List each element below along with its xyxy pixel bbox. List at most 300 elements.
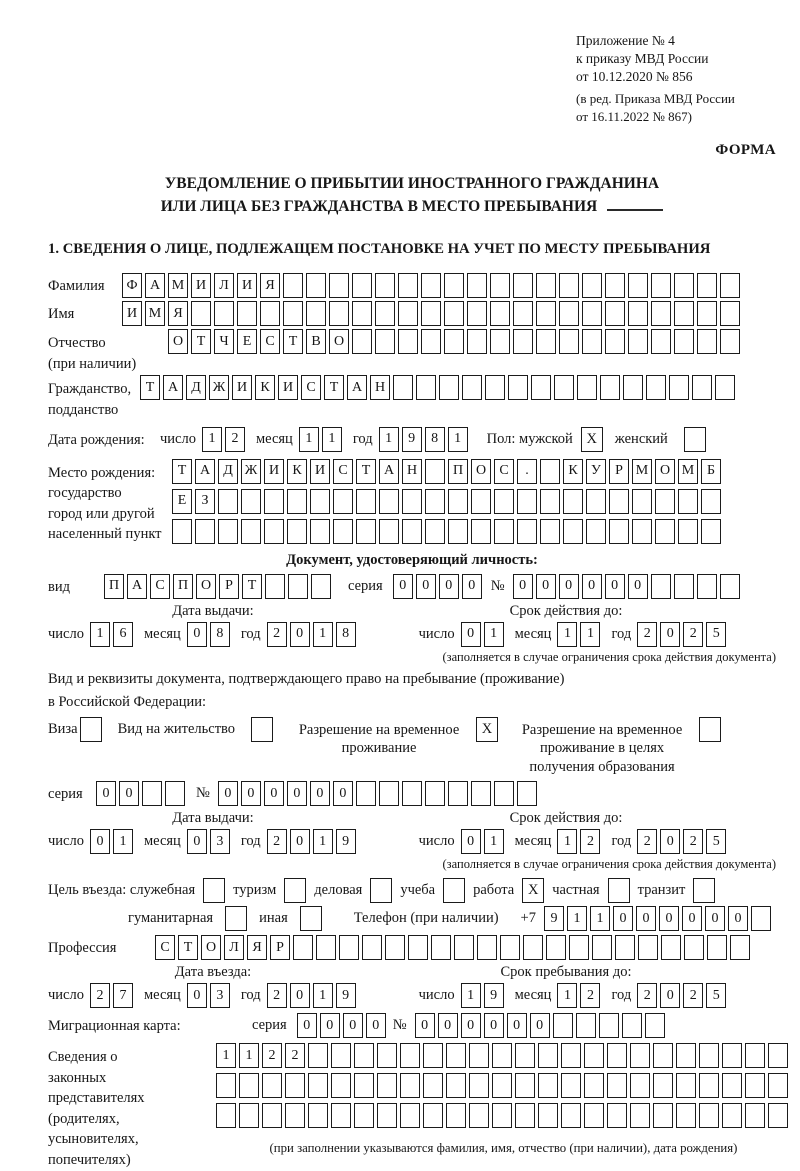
char-cell[interactable] — [377, 1103, 397, 1128]
char-cell[interactable]: Е — [172, 489, 192, 514]
char-cell[interactable]: Т — [140, 375, 160, 400]
char-cell[interactable] — [421, 329, 441, 354]
char-cell[interactable] — [697, 301, 717, 326]
char-cell[interactable] — [561, 1103, 581, 1128]
char-cell[interactable]: 9 — [402, 427, 422, 452]
char-cell[interactable] — [191, 301, 211, 326]
char-cell[interactable] — [517, 489, 537, 514]
char-cell[interactable] — [651, 329, 671, 354]
temp-residence-checkbox[interactable]: X — [476, 717, 498, 742]
purpose-humanitarian-checkbox[interactable] — [225, 906, 247, 931]
char-cell[interactable] — [379, 519, 399, 544]
char-cell[interactable]: 8 — [336, 622, 356, 647]
char-cell[interactable] — [645, 1013, 665, 1038]
char-cell[interactable] — [356, 781, 376, 806]
char-cell[interactable] — [446, 1043, 466, 1068]
char-cell[interactable] — [471, 519, 491, 544]
char-cell[interactable] — [398, 301, 418, 326]
char-cell[interactable] — [609, 519, 629, 544]
char-cell[interactable] — [559, 301, 579, 326]
char-cell[interactable]: И — [310, 459, 330, 484]
char-cell[interactable]: 2 — [267, 983, 287, 1008]
char-cell[interactable]: 0 — [507, 1013, 527, 1038]
char-cell[interactable]: 0 — [297, 1013, 317, 1038]
representatives-cells-row1[interactable] — [216, 1043, 791, 1068]
char-cell[interactable]: О — [655, 459, 675, 484]
char-cell[interactable] — [354, 1073, 374, 1098]
char-cell[interactable]: 0 — [513, 574, 533, 599]
char-cell[interactable] — [265, 574, 285, 599]
char-cell[interactable]: 1 — [313, 983, 333, 1008]
char-cell[interactable]: 9 — [484, 983, 504, 1008]
char-cell[interactable] — [676, 1073, 696, 1098]
char-cell[interactable] — [513, 301, 533, 326]
sex-female-checkbox[interactable] — [684, 427, 706, 452]
char-cell[interactable] — [352, 329, 372, 354]
char-cell[interactable] — [425, 781, 445, 806]
char-cell[interactable]: П — [448, 459, 468, 484]
char-cell[interactable] — [287, 489, 307, 514]
char-cell[interactable] — [385, 935, 405, 960]
char-cell[interactable]: 9 — [336, 829, 356, 854]
char-cell[interactable]: 0 — [461, 1013, 481, 1038]
char-cell[interactable]: К — [563, 459, 583, 484]
char-cell[interactable]: А — [195, 459, 215, 484]
char-cell[interactable] — [402, 781, 422, 806]
char-cell[interactable]: Т — [178, 935, 198, 960]
char-cell[interactable] — [339, 935, 359, 960]
char-cell[interactable] — [523, 935, 543, 960]
char-cell[interactable]: 0 — [682, 906, 702, 931]
char-cell[interactable] — [195, 519, 215, 544]
char-cell[interactable] — [699, 1103, 719, 1128]
char-cell[interactable] — [592, 935, 612, 960]
char-cell[interactable] — [308, 1043, 328, 1068]
profession-cells[interactable] — [155, 935, 753, 960]
residence-num-cells[interactable] — [218, 781, 540, 806]
birth-place-cells-row2[interactable] — [172, 489, 724, 514]
char-cell[interactable] — [423, 1103, 443, 1128]
char-cell[interactable] — [678, 519, 698, 544]
char-cell[interactable]: 1 — [557, 983, 577, 1008]
char-cell[interactable]: 2 — [262, 1043, 282, 1068]
char-cell[interactable]: З — [195, 489, 215, 514]
char-cell[interactable]: М — [632, 459, 652, 484]
char-cell[interactable] — [454, 935, 474, 960]
char-cell[interactable]: 1 — [590, 906, 610, 931]
char-cell[interactable] — [494, 489, 514, 514]
name-cells[interactable] — [122, 301, 743, 326]
residence-valid-day-cells[interactable] — [461, 829, 507, 854]
char-cell[interactable] — [676, 1103, 696, 1128]
char-cell[interactable] — [471, 781, 491, 806]
char-cell[interactable]: 1 — [202, 427, 222, 452]
char-cell[interactable]: 0 — [439, 574, 459, 599]
char-cell[interactable]: А — [127, 574, 147, 599]
char-cell[interactable]: 9 — [544, 906, 564, 931]
char-cell[interactable]: 0 — [241, 781, 261, 806]
char-cell[interactable]: 2 — [637, 983, 657, 1008]
char-cell[interactable] — [492, 1103, 512, 1128]
char-cell[interactable]: А — [379, 459, 399, 484]
char-cell[interactable]: 0 — [728, 906, 748, 931]
char-cell[interactable]: Я — [260, 273, 280, 298]
char-cell[interactable] — [584, 1073, 604, 1098]
char-cell[interactable]: Е — [237, 329, 257, 354]
char-cell[interactable]: Т — [324, 375, 344, 400]
char-cell[interactable] — [439, 375, 459, 400]
char-cell[interactable] — [444, 301, 464, 326]
purpose-private-checkbox[interactable] — [608, 878, 630, 903]
char-cell[interactable] — [715, 375, 735, 400]
char-cell[interactable] — [517, 781, 537, 806]
char-cell[interactable] — [446, 1103, 466, 1128]
char-cell[interactable] — [584, 1043, 604, 1068]
char-cell[interactable] — [316, 935, 336, 960]
char-cell[interactable]: 0 — [96, 781, 116, 806]
char-cell[interactable]: 1 — [557, 829, 577, 854]
char-cell[interactable]: Л — [214, 273, 234, 298]
char-cell[interactable] — [554, 375, 574, 400]
char-cell[interactable] — [375, 273, 395, 298]
char-cell[interactable] — [462, 375, 482, 400]
char-cell[interactable]: . — [517, 459, 537, 484]
char-cell[interactable] — [310, 489, 330, 514]
char-cell[interactable] — [172, 519, 192, 544]
char-cell[interactable]: Д — [186, 375, 206, 400]
identity-seria-cells[interactable] — [393, 574, 485, 599]
char-cell[interactable]: 0 — [536, 574, 556, 599]
char-cell[interactable] — [584, 1103, 604, 1128]
char-cell[interactable] — [329, 301, 349, 326]
char-cell[interactable]: 5 — [706, 983, 726, 1008]
char-cell[interactable]: И — [232, 375, 252, 400]
char-cell[interactable] — [722, 1043, 742, 1068]
char-cell[interactable] — [237, 301, 257, 326]
char-cell[interactable] — [561, 1043, 581, 1068]
char-cell[interactable] — [214, 301, 234, 326]
char-cell[interactable] — [623, 375, 643, 400]
temp-residence-education-checkbox[interactable] — [699, 717, 721, 742]
char-cell[interactable] — [678, 489, 698, 514]
char-cell[interactable] — [490, 301, 510, 326]
char-cell[interactable] — [306, 301, 326, 326]
char-cell[interactable] — [260, 301, 280, 326]
char-cell[interactable]: 0 — [290, 622, 310, 647]
char-cell[interactable]: Ф — [122, 273, 142, 298]
char-cell[interactable]: С — [494, 459, 514, 484]
char-cell[interactable] — [722, 1073, 742, 1098]
char-cell[interactable]: 0 — [462, 574, 482, 599]
char-cell[interactable]: Т — [356, 459, 376, 484]
char-cell[interactable] — [513, 329, 533, 354]
char-cell[interactable] — [262, 1073, 282, 1098]
char-cell[interactable]: 0 — [416, 574, 436, 599]
char-cell[interactable] — [576, 1013, 596, 1038]
char-cell[interactable]: 2 — [285, 1043, 305, 1068]
char-cell[interactable] — [745, 1043, 765, 1068]
char-cell[interactable]: А — [145, 273, 165, 298]
char-cell[interactable] — [655, 489, 675, 514]
char-cell[interactable] — [531, 375, 551, 400]
char-cell[interactable]: Р — [219, 574, 239, 599]
char-cell[interactable]: 0 — [660, 622, 680, 647]
char-cell[interactable]: С — [260, 329, 280, 354]
char-cell[interactable] — [563, 519, 583, 544]
char-cell[interactable]: 2 — [267, 622, 287, 647]
char-cell[interactable]: 9 — [336, 983, 356, 1008]
char-cell[interactable] — [745, 1073, 765, 1098]
char-cell[interactable]: 1 — [299, 427, 319, 452]
surname-cells[interactable] — [122, 273, 743, 298]
residence-issue-year-cells[interactable] — [267, 829, 359, 854]
identity-valid-day-cells[interactable] — [461, 622, 507, 647]
char-cell[interactable] — [469, 1103, 489, 1128]
char-cell[interactable] — [425, 519, 445, 544]
char-cell[interactable] — [515, 1043, 535, 1068]
char-cell[interactable] — [400, 1073, 420, 1098]
char-cell[interactable]: 2 — [683, 983, 703, 1008]
char-cell[interactable] — [398, 273, 418, 298]
char-cell[interactable] — [607, 1073, 627, 1098]
char-cell[interactable]: 2 — [580, 983, 600, 1008]
char-cell[interactable]: 2 — [683, 829, 703, 854]
char-cell[interactable]: Т — [191, 329, 211, 354]
char-cell[interactable] — [416, 375, 436, 400]
char-cell[interactable] — [628, 301, 648, 326]
char-cell[interactable] — [306, 273, 326, 298]
char-cell[interactable] — [701, 489, 721, 514]
char-cell[interactable]: О — [329, 329, 349, 354]
char-cell[interactable]: 0 — [415, 1013, 435, 1038]
char-cell[interactable] — [356, 519, 376, 544]
char-cell[interactable] — [379, 781, 399, 806]
visa-checkbox[interactable] — [80, 717, 102, 742]
char-cell[interactable] — [538, 1103, 558, 1128]
char-cell[interactable] — [400, 1043, 420, 1068]
char-cell[interactable] — [730, 935, 750, 960]
char-cell[interactable] — [540, 489, 560, 514]
char-cell[interactable] — [492, 1043, 512, 1068]
char-cell[interactable]: А — [347, 375, 367, 400]
entry-year-cells[interactable] — [267, 983, 359, 1008]
char-cell[interactable] — [448, 489, 468, 514]
char-cell[interactable] — [331, 1073, 351, 1098]
char-cell[interactable] — [423, 1073, 443, 1098]
char-cell[interactable] — [628, 329, 648, 354]
char-cell[interactable] — [559, 273, 579, 298]
citizenship-cells[interactable] — [140, 375, 738, 400]
char-cell[interactable]: 0 — [438, 1013, 458, 1038]
char-cell[interactable] — [354, 1043, 374, 1068]
char-cell[interactable]: 1 — [567, 906, 587, 931]
char-cell[interactable]: С — [301, 375, 321, 400]
char-cell[interactable]: Т — [172, 459, 192, 484]
char-cell[interactable]: 1 — [322, 427, 342, 452]
identity-issue-day-cells[interactable] — [90, 622, 136, 647]
char-cell[interactable] — [333, 519, 353, 544]
birth-day-cells[interactable] — [202, 427, 248, 452]
char-cell[interactable]: 0 — [366, 1013, 386, 1038]
char-cell[interactable] — [308, 1103, 328, 1128]
char-cell[interactable]: 1 — [313, 829, 333, 854]
char-cell[interactable] — [216, 1103, 236, 1128]
char-cell[interactable] — [563, 489, 583, 514]
char-cell[interactable]: И — [191, 273, 211, 298]
char-cell[interactable] — [515, 1073, 535, 1098]
char-cell[interactable] — [467, 273, 487, 298]
char-cell[interactable] — [720, 273, 740, 298]
char-cell[interactable] — [239, 1103, 259, 1128]
char-cell[interactable]: 2 — [637, 829, 657, 854]
char-cell[interactable] — [293, 935, 313, 960]
char-cell[interactable] — [333, 489, 353, 514]
char-cell[interactable] — [262, 1103, 282, 1128]
char-cell[interactable]: 0 — [187, 622, 207, 647]
char-cell[interactable]: Н — [402, 459, 422, 484]
char-cell[interactable] — [423, 1043, 443, 1068]
char-cell[interactable]: Р — [270, 935, 290, 960]
char-cell[interactable] — [500, 935, 520, 960]
char-cell[interactable] — [609, 489, 629, 514]
char-cell[interactable] — [605, 273, 625, 298]
char-cell[interactable] — [638, 935, 658, 960]
char-cell[interactable] — [768, 1103, 788, 1128]
char-cell[interactable]: 0 — [290, 829, 310, 854]
representatives-cells-row2[interactable] — [216, 1073, 791, 1098]
char-cell[interactable]: 3 — [210, 983, 230, 1008]
char-cell[interactable]: 0 — [582, 574, 602, 599]
migration-seria-cells[interactable] — [297, 1013, 389, 1038]
char-cell[interactable] — [402, 489, 422, 514]
char-cell[interactable] — [469, 1043, 489, 1068]
char-cell[interactable]: 0 — [484, 1013, 504, 1038]
char-cell[interactable] — [607, 1043, 627, 1068]
char-cell[interactable] — [630, 1073, 650, 1098]
char-cell[interactable]: В — [306, 329, 326, 354]
residence-seria-cells[interactable] — [96, 781, 188, 806]
stay-month-cells[interactable] — [557, 983, 603, 1008]
purpose-business-checkbox[interactable] — [370, 878, 392, 903]
char-cell[interactable]: 1 — [113, 829, 133, 854]
purpose-transit-checkbox[interactable] — [693, 878, 715, 903]
char-cell[interactable] — [653, 1073, 673, 1098]
identity-issue-year-cells[interactable] — [267, 622, 359, 647]
char-cell[interactable] — [393, 375, 413, 400]
char-cell[interactable]: Л — [224, 935, 244, 960]
char-cell[interactable] — [536, 329, 556, 354]
char-cell[interactable] — [646, 375, 666, 400]
char-cell[interactable]: С — [155, 935, 175, 960]
char-cell[interactable]: 0 — [218, 781, 238, 806]
char-cell[interactable] — [446, 1073, 466, 1098]
char-cell[interactable]: 0 — [287, 781, 307, 806]
char-cell[interactable]: О — [471, 459, 491, 484]
char-cell[interactable] — [485, 375, 505, 400]
char-cell[interactable]: Б — [701, 459, 721, 484]
char-cell[interactable] — [559, 329, 579, 354]
char-cell[interactable] — [471, 489, 491, 514]
purpose-official-checkbox[interactable] — [203, 878, 225, 903]
char-cell[interactable] — [615, 935, 635, 960]
char-cell[interactable] — [469, 1073, 489, 1098]
char-cell[interactable] — [692, 375, 712, 400]
char-cell[interactable]: 7 — [113, 983, 133, 1008]
birth-month-cells[interactable] — [299, 427, 345, 452]
char-cell[interactable] — [308, 1073, 328, 1098]
char-cell[interactable] — [751, 906, 771, 931]
char-cell[interactable] — [630, 1043, 650, 1068]
char-cell[interactable]: 0 — [605, 574, 625, 599]
char-cell[interactable]: 0 — [613, 906, 633, 931]
char-cell[interactable] — [599, 1013, 619, 1038]
char-cell[interactable] — [287, 519, 307, 544]
char-cell[interactable]: 0 — [264, 781, 284, 806]
char-cell[interactable] — [697, 273, 717, 298]
char-cell[interactable]: Я — [168, 301, 188, 326]
char-cell[interactable] — [494, 781, 514, 806]
char-cell[interactable]: И — [264, 459, 284, 484]
char-cell[interactable] — [400, 1103, 420, 1128]
char-cell[interactable] — [722, 1103, 742, 1128]
char-cell[interactable] — [536, 273, 556, 298]
char-cell[interactable] — [632, 519, 652, 544]
char-cell[interactable] — [707, 935, 727, 960]
residence-permit-checkbox[interactable] — [251, 717, 273, 742]
char-cell[interactable] — [538, 1073, 558, 1098]
char-cell[interactable] — [699, 1043, 719, 1068]
char-cell[interactable]: К — [287, 459, 307, 484]
identity-valid-month-cells[interactable] — [557, 622, 603, 647]
char-cell[interactable] — [375, 301, 395, 326]
char-cell[interactable] — [540, 459, 560, 484]
entry-month-cells[interactable] — [187, 983, 233, 1008]
char-cell[interactable] — [653, 1103, 673, 1128]
char-cell[interactable] — [569, 935, 589, 960]
char-cell[interactable] — [379, 489, 399, 514]
char-cell[interactable] — [329, 273, 349, 298]
char-cell[interactable]: 0 — [310, 781, 330, 806]
char-cell[interactable] — [421, 301, 441, 326]
char-cell[interactable] — [241, 519, 261, 544]
char-cell[interactable]: К — [255, 375, 275, 400]
char-cell[interactable]: 1 — [484, 829, 504, 854]
char-cell[interactable] — [352, 273, 372, 298]
char-cell[interactable] — [285, 1073, 305, 1098]
char-cell[interactable]: 0 — [636, 906, 656, 931]
char-cell[interactable] — [582, 273, 602, 298]
char-cell[interactable]: 0 — [660, 983, 680, 1008]
char-cell[interactable]: С — [150, 574, 170, 599]
char-cell[interactable] — [586, 489, 606, 514]
char-cell[interactable]: О — [168, 329, 188, 354]
char-cell[interactable]: И — [278, 375, 298, 400]
char-cell[interactable]: О — [196, 574, 216, 599]
char-cell[interactable] — [517, 519, 537, 544]
purpose-study-checkbox[interactable] — [443, 878, 465, 903]
char-cell[interactable] — [699, 1073, 719, 1098]
char-cell[interactable]: 0 — [705, 906, 725, 931]
char-cell[interactable]: 0 — [119, 781, 139, 806]
char-cell[interactable] — [577, 375, 597, 400]
char-cell[interactable]: Я — [247, 935, 267, 960]
char-cell[interactable] — [241, 489, 261, 514]
char-cell[interactable]: 6 — [113, 622, 133, 647]
birth-place-cells-row3[interactable] — [172, 519, 724, 544]
char-cell[interactable]: Т — [283, 329, 303, 354]
char-cell[interactable]: Н — [370, 375, 390, 400]
char-cell[interactable] — [674, 574, 694, 599]
